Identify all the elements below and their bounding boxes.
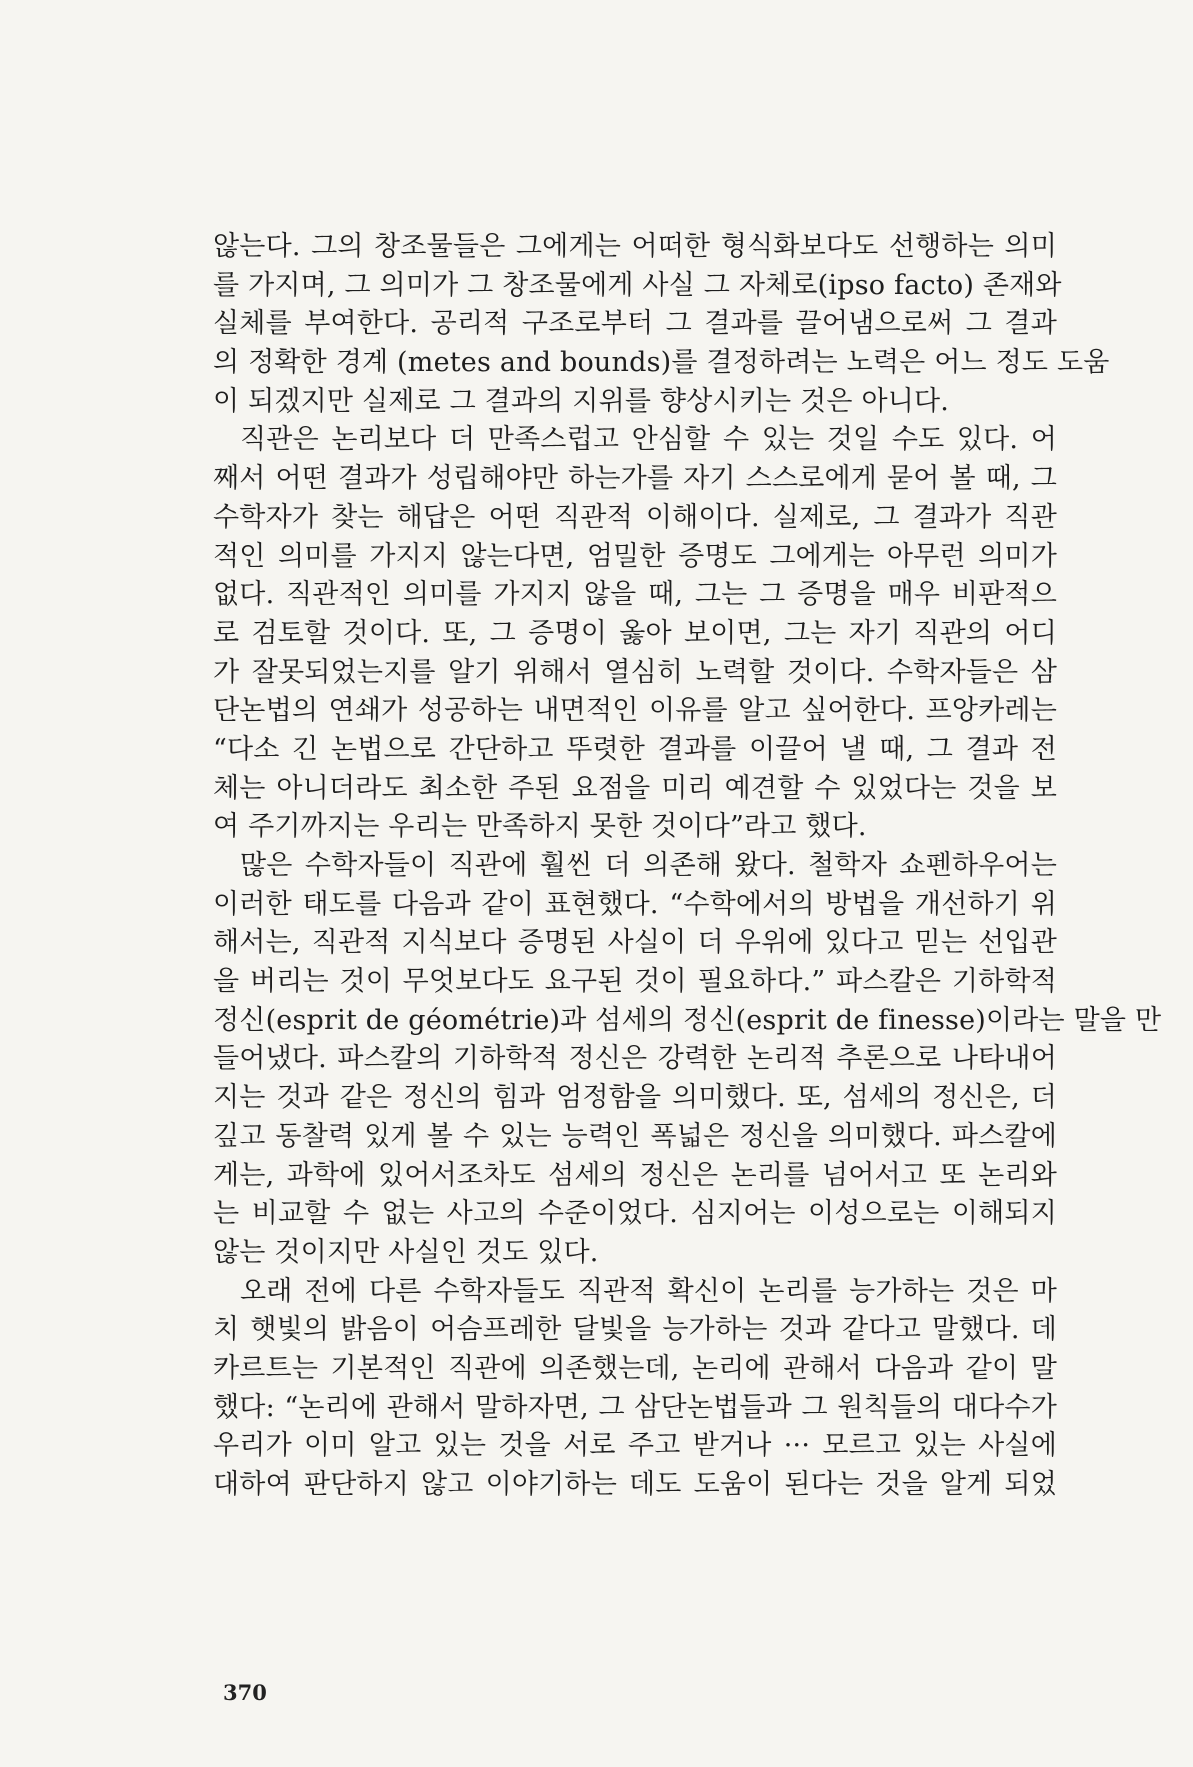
text-line: 대하여 판단하지 않고 이야기하는 데도 도움이 된다는 것을 알게 되었 (213, 1469, 1057, 1500)
text-line: 했다: “논리에 관해서 말하자면, 그 삼단논법들과 그 원칙들의 대다수가 (213, 1391, 1057, 1423)
text-line: 카르트는 기본적인 직관에 의존했는데, 논리에 관해서 다음과 같이 말 (213, 1352, 1057, 1384)
text-line: “다소 긴 논법으로 간단하고 뚜렷한 결과를 이끌어 낼 때, 그 결과 전 (213, 733, 1057, 765)
text-line: 우리가 이미 알고 있는 것을 서로 주고 받거나 ··· 모르고 있는 사실에 (213, 1430, 1057, 1462)
text-line: 지는 것과 같은 정신의 힘과 엄정함을 의미했다. 또, 섬세의 정신은, 더 (213, 1082, 1057, 1114)
text-line: 직관은 논리보다 더 만족스럽고 안심할 수 있는 것일 수도 있다. 어 (240, 424, 1057, 456)
text-line: 정신(esprit de géométrie)과 섬세의 정신(esprit de finesse)이라는 말을 만 (213, 1004, 1162, 1036)
text-line: 을 버리는 것이 무엇보다도 요구된 것이 필요하다.” 파스칼은 기하학적 (213, 966, 1057, 998)
text-line: 이러한 태도를 다음과 같이 표현했다. “수학에서의 방법을 개선하기 위 (213, 888, 1057, 920)
text-line: 게는, 과학에 있어서조차도 섬세의 정신은 논리를 넘어서고 또 논리와 (213, 1159, 1057, 1191)
text-line: 는 비교할 수 없는 사고의 수준이었다. 심지어는 이성으로는 이해되지 (213, 1198, 1057, 1230)
text-line: 여 주기까지는 우리는 만족하지 못한 것이다”라고 했다. (213, 811, 867, 843)
text-line: 수학자가 찾는 해답은 어떤 직관적 이해이다. 실제로, 그 결과가 직관 (213, 501, 1057, 533)
text-line: 적인 의미를 가지지 않는다면, 엄밀한 증명도 그에게는 아무런 의미가 (213, 540, 1057, 572)
text-line: 이 되겠지만 실제로 그 결과의 지위를 향상시키는 것은 아니다. (213, 385, 950, 417)
text-line: 없다. 직관적인 의미를 가지지 않을 때, 그는 그 증명을 매우 비판적으 (213, 579, 1057, 611)
text-line: 않는 것이지만 사실인 것도 있다. (213, 1236, 599, 1268)
body-text (213, 228, 1162, 1505)
text-line: 많은 수학자들이 직관에 훨씬 더 의존해 왔다. 철학자 쇼펜하우어는 (240, 850, 1057, 881)
text-line: 체는 아니더라도 최소한 주된 요점을 미리 예견할 수 있었다는 것을 보 (213, 772, 1057, 804)
text-line: 치 햇빛의 밝음이 어슴프레한 달빛을 능가하는 것과 같다고 말했다. 데 (213, 1314, 1057, 1346)
text-line: 해서는, 직관적 지식보다 증명된 사실이 더 우위에 있다고 믿는 선입관 (213, 927, 1057, 959)
text-line: 깊고 동찰력 있게 볼 수 있는 능력인 폭넓은 정신을 의미했다. 파스칼에 (213, 1120, 1057, 1152)
text-line: 를 가지며, 그 의미가 그 창조물에게 사실 그 자체로(ipso facto) 존재와 (213, 269, 1062, 301)
text-line: 들어냈다. 파스칼의 기하학적 정신은 강력한 논리적 추론으로 나타내어 (213, 1043, 1057, 1075)
text-line: 오래 전에 다른 수학자들도 직관적 확신이 논리를 능가하는 것은 마 (240, 1275, 1057, 1307)
text-line: 실체를 부여한다. 공리적 구조로부터 그 결과를 끌어냄으로써 그 결과 (213, 308, 1057, 340)
text-line: 로 검토할 것이다. 또, 그 증명이 옳아 보이면, 그는 자기 직관의 어디 (213, 617, 1057, 649)
page-number: 370 (223, 1680, 267, 1705)
text-line: 째서 어떤 결과가 성립해야만 하는가를 자기 스스로에게 묻어 볼 때, 그 (213, 463, 1057, 495)
text-line: 의 정확한 경계 (metes and bounds)를 결정하려는 노력은 어느 정도 도움 (213, 347, 1110, 379)
text-line: 단논법의 연쇄가 성공하는 내면적인 이유를 알고 싶어한다. 프앙카레는 (213, 695, 1057, 727)
text-line: 가 잘못되었는지를 알기 위해서 열심히 노력할 것이다. 수학자들은 삼 (213, 656, 1057, 688)
text-line: 않는다. 그의 창조물들은 그에게는 어떠한 형식화보다도 선행하는 의미 (213, 231, 1057, 262)
